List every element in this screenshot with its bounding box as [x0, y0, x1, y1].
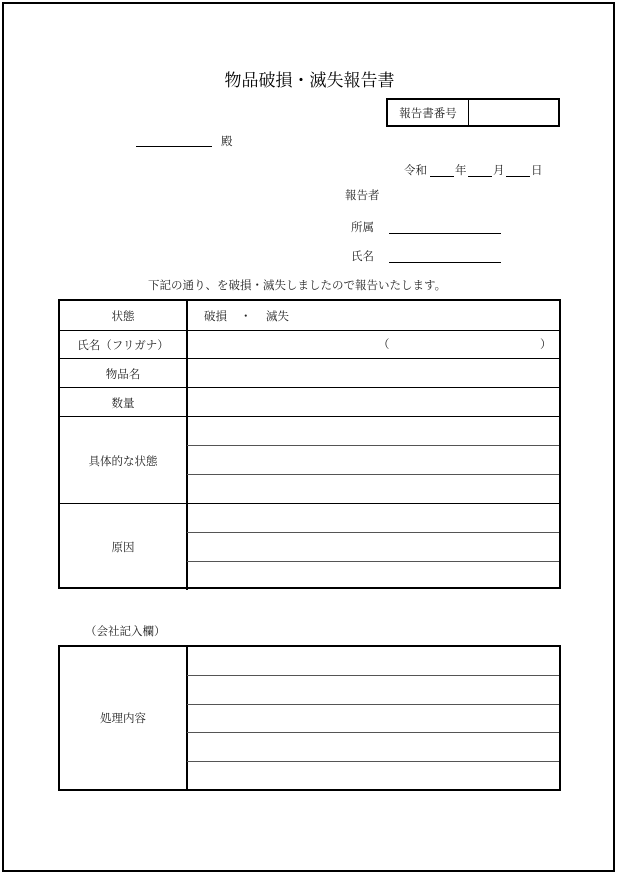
processing-table — [58, 645, 561, 791]
report-number-label: 報告書番号 — [388, 100, 469, 125]
table-row-quantity — [60, 387, 559, 417]
condition-line — [187, 474, 559, 475]
company-section-label: （会社記入欄） — [85, 624, 166, 638]
reporter-label: 報告者 — [345, 188, 380, 202]
processing-line — [187, 704, 559, 705]
name-furigana-label: 氏名（フリガナ） — [60, 331, 188, 359]
report-number-box — [386, 98, 560, 127]
date-era: 令和 — [404, 163, 427, 177]
table-row-name — [60, 330, 559, 359]
affiliation-field[interactable] — [389, 233, 501, 234]
document-title: 物品破損・滅失報告書 — [224, 71, 395, 91]
report-number-field[interactable] — [469, 100, 558, 125]
date-year-field[interactable] — [430, 176, 454, 177]
furigana-open-paren: （ — [378, 337, 390, 351]
status-separator: ・ — [240, 309, 252, 323]
processing-label: 処理内容 — [60, 647, 188, 789]
addressee-field[interactable] — [136, 146, 212, 147]
condition-line — [187, 445, 559, 446]
table-row-condition — [60, 416, 559, 504]
date-day-field[interactable] — [506, 176, 530, 177]
reporter-name-label: 氏名 — [351, 249, 374, 263]
reporter-name-field[interactable] — [389, 262, 501, 263]
date-day-label: 日 — [531, 163, 543, 177]
quantity-label: 数量 — [60, 388, 188, 417]
status-label: 状態 — [60, 301, 188, 330]
table-row-cause — [60, 503, 559, 590]
affiliation-label: 所属 — [351, 220, 374, 234]
report-table — [58, 299, 561, 589]
table-row-status — [60, 301, 559, 330]
date-year-label: 年 — [455, 163, 467, 177]
furigana-close-paren: ） — [540, 337, 552, 351]
intro-text: 下記の通り、を破損・滅失しましたので報告いたします。 — [148, 278, 447, 292]
condition-label: 具体的な状態 — [60, 417, 188, 504]
table-row-item — [60, 358, 559, 388]
cause-line — [187, 532, 559, 533]
cause-line — [187, 561, 559, 562]
processing-line — [187, 675, 559, 676]
date-month-label: 月 — [493, 163, 505, 177]
item-name-label: 物品名 — [60, 359, 188, 388]
addressee-suffix: 殿 — [221, 134, 233, 148]
date-month-field[interactable] — [468, 176, 492, 177]
processing-line — [187, 761, 559, 762]
status-option-damage[interactable]: 破損 — [204, 309, 227, 323]
table-row-processing — [60, 647, 559, 789]
processing-line — [187, 732, 559, 733]
status-option-loss[interactable]: 滅失 — [266, 309, 289, 323]
cause-label: 原因 — [60, 504, 188, 590]
